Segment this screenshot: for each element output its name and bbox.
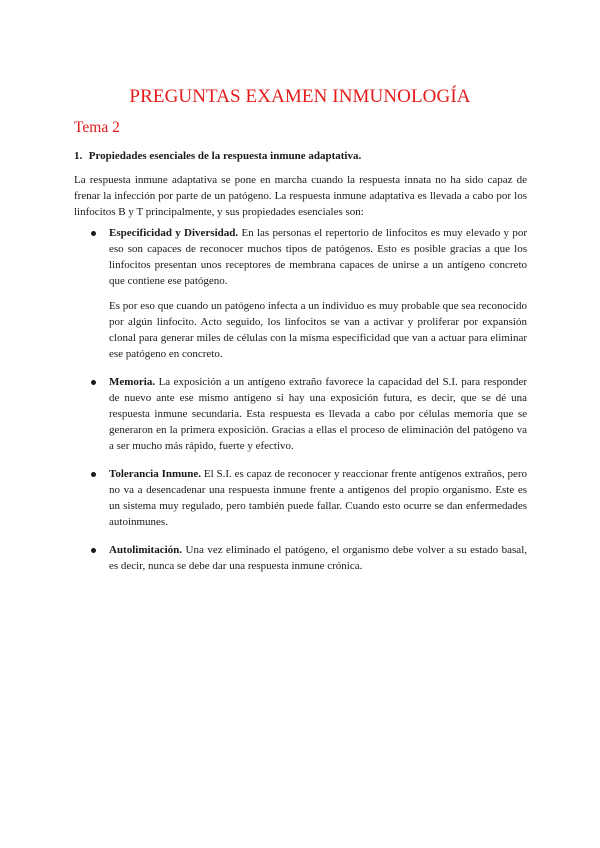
bullet-icon [91, 231, 96, 236]
question-heading [74, 150, 534, 162]
intro-paragraph: La respuesta inmune adaptativa se pone en marcha cuando la respuesta innata no ha sido capaz de frenar la infección por parte de un patógeno. La respuesta inmune adaptativa es llevada a cabo por los linfocitos B y T principalmente, y sus propiedades esenciales son: [74, 174, 527, 218]
properties-list [74, 225, 527, 586]
property-text: Una vez eliminado el patógeno, el organismo debe volver a su estado basal, es decir, nunca se debe dar una respuesta inmune crónica. [109, 544, 527, 572]
property-extra-paragraph: Es por eso que cuando un patógeno infecta a un individuo es muy probable que sea reconocido por algún linfocito. Acto seguido, los linfocitos se van a activar y proliferar por expansión clonal para generar miles de células con la misma especificidad que van a actuar para eliminar ese patógeno en concreto. [109, 300, 527, 360]
property-paragraph [109, 225, 527, 289]
property-text: En las personas el repertorio de linfocitos es muy elevado y por eso son capaces de reconocer muchos tipos de patógenos. Esto es posible gracias a que los linfocitos presentan unos receptores de membrana capaces de unirse a un antígeno concreto que contiene ese patógeno. [109, 227, 527, 287]
section-title: Tema 2 [74, 119, 120, 136]
document-title: PREGUNTAS EXAMEN INMUNOLOGÍA [129, 86, 471, 107]
question-text: Propiedades esenciales de la respuesta inmune adaptativa. [88, 150, 362, 162]
property-term: Especificidad y Diversidad. [109, 227, 239, 239]
bullet-icon [91, 380, 96, 385]
bullet-icon [91, 472, 96, 477]
question-number: 1. [74, 150, 83, 162]
property-text: La exposición a un antígeno extraño favorece la capacidad del S.I. para responder de nuevo ante ese mismo antígeno si hay una exposición futura, es decir, que se dé una respuesta inmune secundaria. Esta respuesta es llevada a cabo por células memoria que se generaron en la primera exposición. Gracias a ellas el proceso de eliminación del patógeno va a ser mucho más rápido, fuerte y efectivo. [109, 376, 527, 452]
property-term: Memoria. [109, 376, 156, 388]
list-item [74, 542, 527, 574]
list-item [74, 466, 527, 530]
property-paragraph [109, 466, 527, 530]
property-term: Autolimitación. [109, 544, 183, 556]
property-text: El S.I. es capaz de reconocer y reaccionar frente antígenos extraños, pero no va a desencadenar una respuesta inmune frente a antígenos del propio organismo. Este es un sistema muy regulado, pero también puede fallar. Cuando esto ocurre se dan enfermedades autoinmunes. [109, 468, 527, 528]
property-term: Tolerancia Inmune. [109, 468, 201, 480]
list-item [74, 225, 527, 362]
property-paragraph [109, 374, 527, 454]
list-item [74, 374, 527, 454]
property-paragraph [109, 542, 527, 574]
bullet-icon [91, 548, 96, 553]
